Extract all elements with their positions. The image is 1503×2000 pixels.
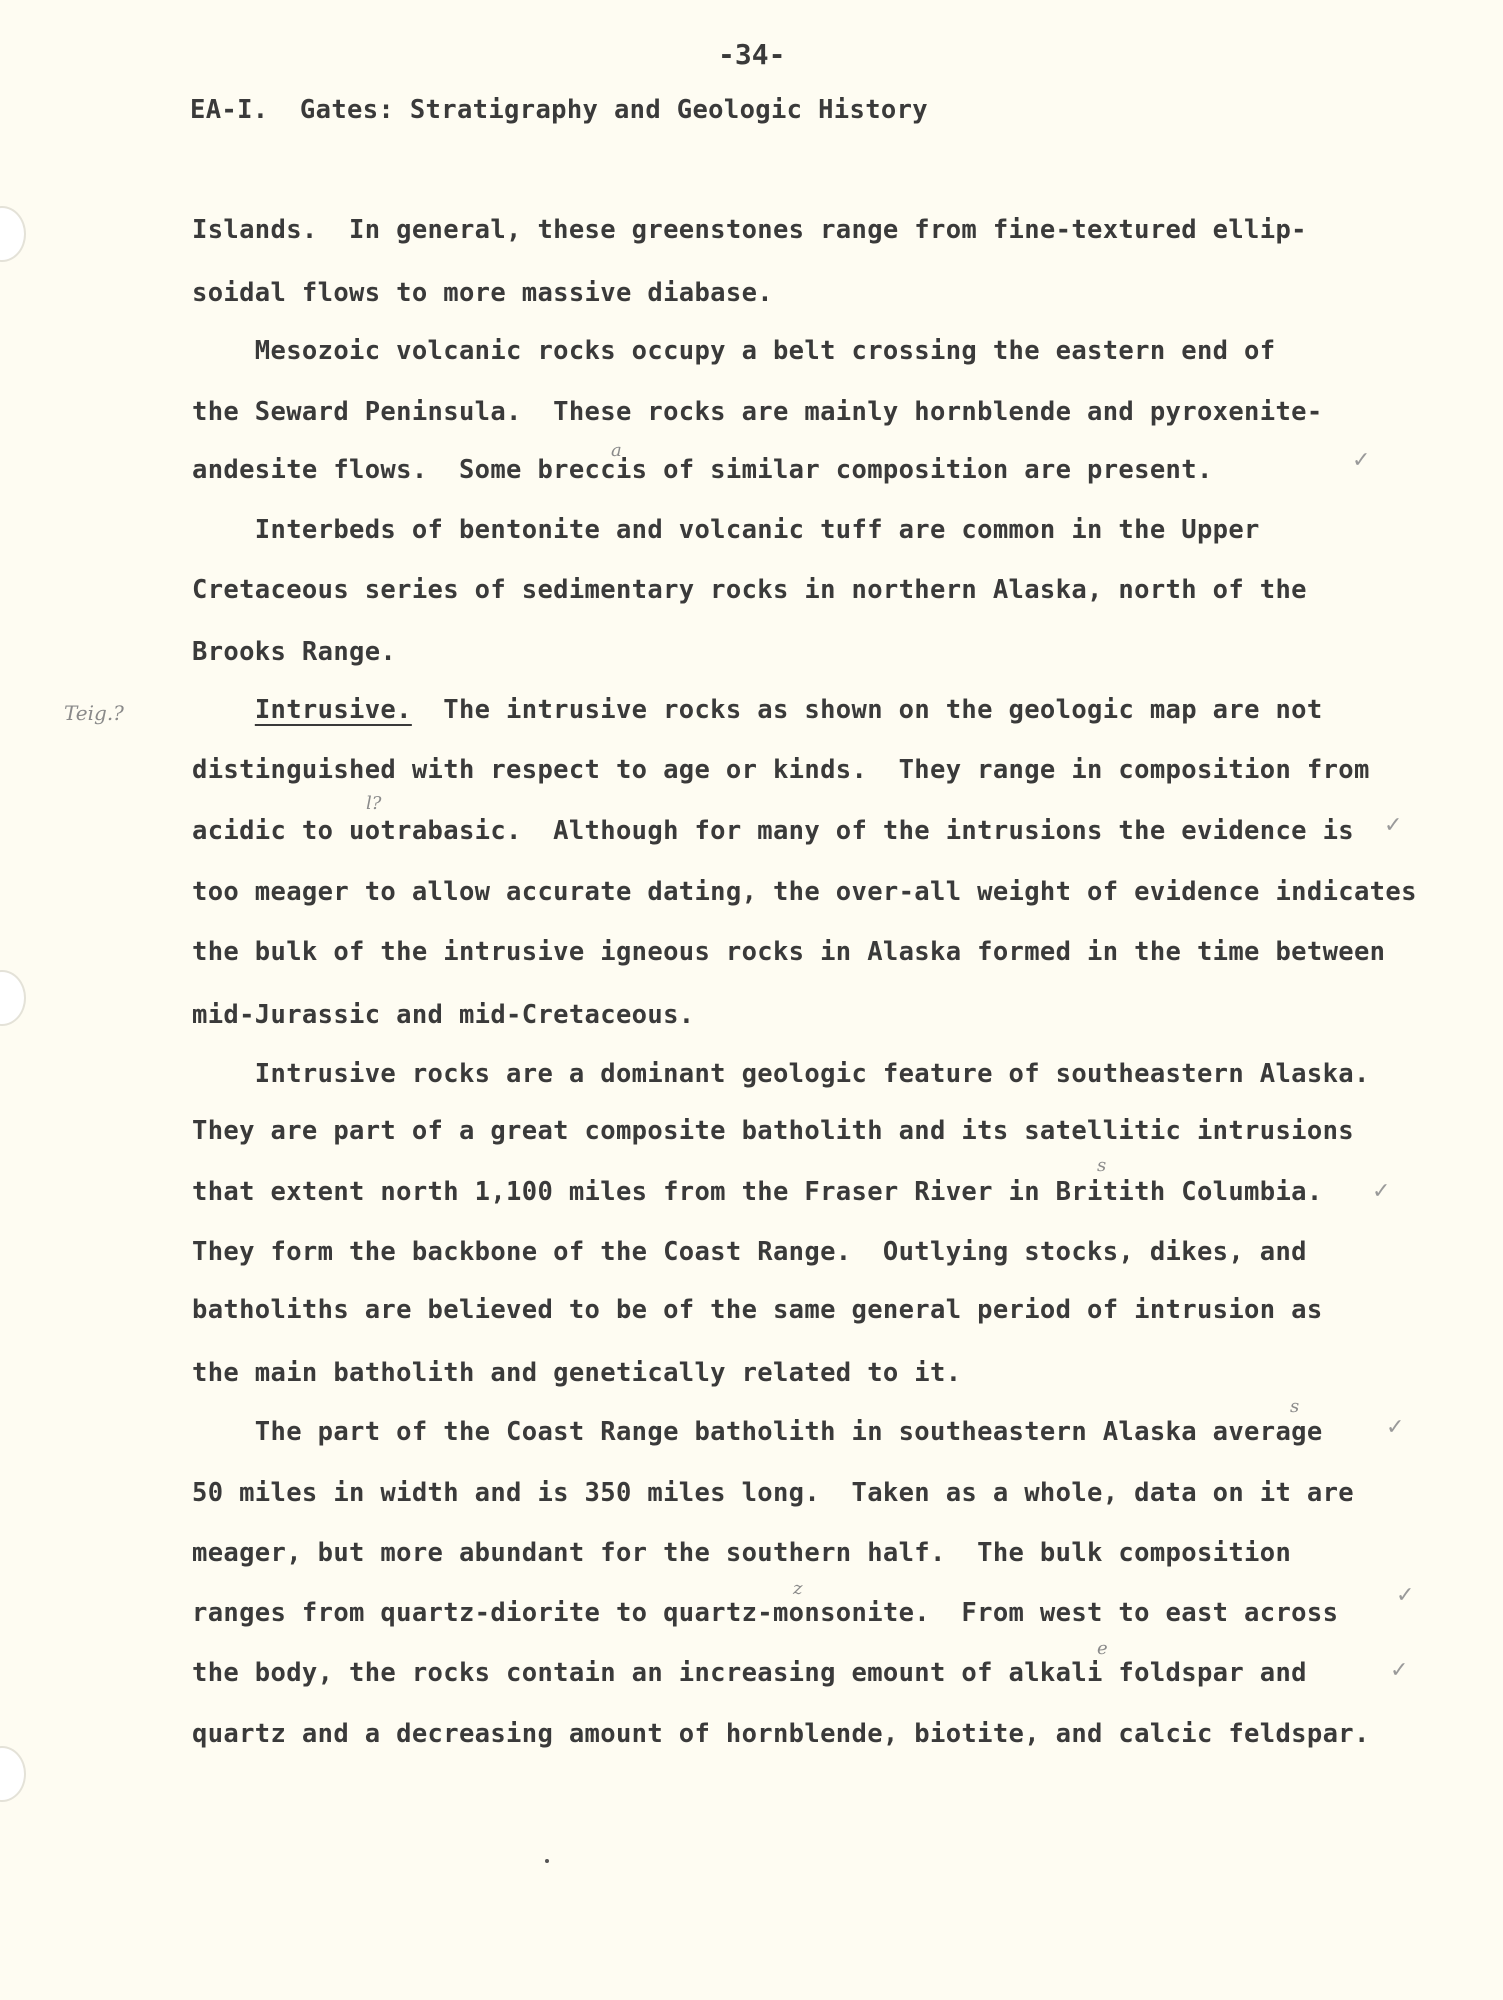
- section-heading-intrusive: Intrusive.: [254, 695, 412, 725]
- check-mark-icon: ✓: [1352, 448, 1371, 473]
- text-line: acidic to uotrabasic. Although for many of the intrusions the evidence is: [192, 816, 1354, 846]
- text-line: batholiths are believed to be of the same general period of intrusion as: [192, 1295, 1323, 1325]
- text-line: the Seward Peninsula. These rocks are mainly hornblende and pyroxenite-: [192, 397, 1323, 427]
- margin-note-handwritten: Teig.?: [64, 701, 124, 725]
- text-line: They are part of a great composite batholith and its satellitic intrusions: [192, 1116, 1354, 1146]
- paper-speck: [545, 1859, 549, 1863]
- correction-mark: e: [1097, 1638, 1108, 1659]
- text-line: the main batholith and genetically related to it.: [192, 1358, 962, 1388]
- check-mark-icon: ✓: [1396, 1583, 1415, 1608]
- intrusive-paragraph-first-line: [192, 695, 1323, 725]
- text-line: Cretaceous series of sedimentary rocks in northern Alaska, north of the: [192, 575, 1307, 605]
- punch-hole: [0, 970, 26, 1026]
- correction-mark: s: [1097, 1155, 1107, 1176]
- text-line: Islands. In general, these greenstones range from fine-textured ellip-: [192, 215, 1307, 245]
- text-line: meager, but more abundant for the southern half. The bulk composition: [192, 1538, 1292, 1568]
- page-number: -34-: [718, 38, 786, 71]
- text-line: They form the backbone of the Coast Range. Outlying stocks, dikes, and: [192, 1237, 1307, 1267]
- text-line: mid-Jurassic and mid-Cretaceous.: [192, 1000, 695, 1030]
- correction-mark: s: [1290, 1396, 1300, 1417]
- text-line: Brooks Range.: [192, 637, 397, 667]
- correction-mark: a: [611, 440, 622, 461]
- text-line: Intrusive rocks are a dominant geologic feature of southeastern Alaska.: [192, 1059, 1370, 1089]
- text-line: andesite flows. Some breccis of similar composition are present.: [192, 455, 1213, 485]
- text-line: Interbeds of bentonite and volcanic tuff are common in the Upper: [192, 515, 1260, 545]
- text-line: too meager to allow accurate dating, the over-all weight of evidence indicates: [192, 877, 1417, 907]
- check-mark-icon: ✓: [1384, 813, 1403, 838]
- check-mark-icon: ✓: [1372, 1179, 1391, 1204]
- heading-line-rest: The intrusive rocks as shown on the geologic map are not: [411, 695, 1323, 725]
- punch-hole: [0, 1746, 26, 1802]
- correction-mark: l?: [366, 793, 382, 814]
- check-mark-icon: ✓: [1390, 1658, 1409, 1683]
- text-line: The part of the Coast Range batholith in southeastern Alaska average: [192, 1417, 1323, 1447]
- text-line: quartz and a decreasing amount of hornblende, biotite, and calcic feldspar.: [192, 1719, 1370, 1749]
- text-line: ranges from quartz-diorite to quartz-monsonite. From west to east across: [192, 1598, 1339, 1628]
- punch-hole: [0, 206, 26, 262]
- text-line: that extent north 1,100 miles from the Fraser River in Britith Columbia.: [192, 1177, 1323, 1207]
- text-line: soidal flows to more massive diabase.: [192, 278, 773, 308]
- running-header: EA-I. Gates: Stratigraphy and Geologic History: [190, 95, 929, 125]
- correction-mark: z: [793, 1578, 803, 1599]
- text-line: Mesozoic volcanic rocks occupy a belt crossing the eastern end of: [192, 336, 1276, 366]
- text-line: the body, the rocks contain an increasing emount of alkali foldspar and: [192, 1658, 1307, 1688]
- check-mark-icon: ✓: [1386, 1415, 1405, 1440]
- text-line: 50 miles in width and is 350 miles long. Taken as a whole, data on it are: [192, 1478, 1354, 1508]
- text-line: distinguished with respect to age or kinds. They range in composition from: [192, 755, 1370, 785]
- text-line: the bulk of the intrusive igneous rocks in Alaska formed in the time between: [192, 937, 1386, 967]
- indent: [192, 695, 255, 725]
